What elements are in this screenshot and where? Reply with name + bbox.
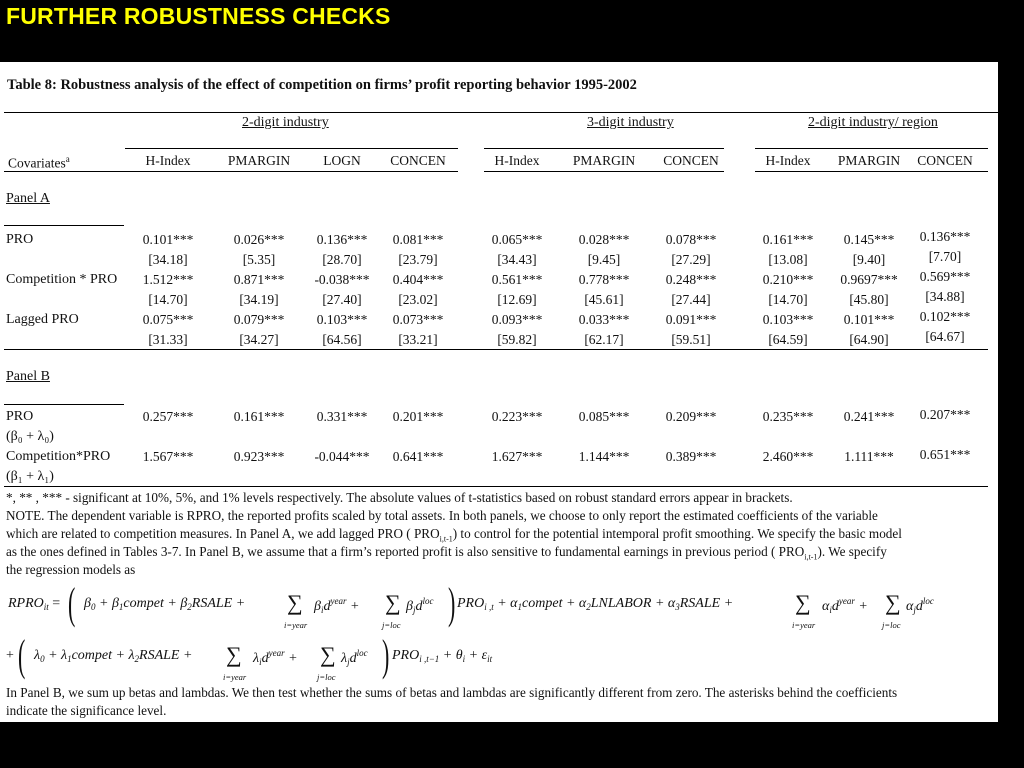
coefficient-cell: 0.561*** — [491, 272, 543, 287]
note-line-4: the regression models as — [6, 562, 136, 577]
coefficient-cell: 2.460*** — [762, 449, 814, 464]
tstat-cell: [12.69] — [497, 292, 537, 307]
tstat-cell: [34.18] — [148, 252, 188, 267]
regression-equation-line-1: $RPRO_{it}$ = ( $\beta_0$ + $\beta_1compet$ + $\beta_2RSALE$ + ∑ i=year $\beta_id^{year}$ + ∑ j=loc $\beta_jd^{loc}$ ) $PRO_{i ,t}$ + $\alpha_1compet$ + $\alpha_2LNLABOR$ + $\alpha_3RSALE$ + ∑ i=year $\alpha_id^{year}$ + ∑ j=loc $\alpha_jd^{loc}$ — [8, 579, 934, 630]
tstat-cell: [9.45] — [587, 252, 621, 267]
tstat-cell: [9.40] — [852, 252, 886, 267]
row-sublabel: (β₀ + λ₀) — [6, 429, 54, 444]
tstat-cell: [34.88] — [925, 289, 965, 304]
coefficient-cell: 0.651*** — [919, 447, 971, 462]
top-rule — [4, 112, 998, 113]
header-rule-3digit — [484, 171, 724, 172]
coefficient-cell: 0.161*** — [233, 409, 285, 424]
note-line-3: as the ones defined in Tables 3-7. In Panel B, we assume that a firm’s reported profit is also sensitive to fundamental earnings in previous period ( $PRO_{i,t-1}$). We specify — [6, 544, 887, 562]
row-label: Competition*PRO — [6, 449, 111, 464]
note-line-2: which are related to competition measures. In Panel A, we add lagged PRO ( $PRO_{i,t-1}$) to control for the potential intemporal profit smoothing. We specify the basic model — [6, 526, 902, 544]
panel-a-label: Panel A — [6, 191, 50, 206]
coefficient-cell: 0.073*** — [392, 312, 444, 327]
tstat-cell: [33.21] — [398, 332, 438, 347]
group-rule-2digit — [125, 148, 458, 149]
tstat-cell: [14.70] — [768, 292, 808, 307]
coefficient-cell: 0.871*** — [233, 272, 285, 287]
coefficient-cell: 0.093*** — [491, 312, 543, 327]
tstat-cell: [64.90] — [849, 332, 889, 347]
coefficient-cell: 0.091*** — [665, 312, 717, 327]
tstat-cell: [5.35] — [242, 252, 276, 267]
coefficient-cell: 1.627*** — [491, 449, 543, 464]
coefficient-cell: 0.207*** — [919, 407, 971, 422]
coefficient-cell: 0.235*** — [762, 409, 814, 424]
header-rule-region — [755, 171, 988, 172]
coefficient-cell: 1.111*** — [844, 449, 894, 464]
coefficient-cell: 0.101*** — [142, 232, 194, 247]
column-header: CONCEN — [917, 153, 973, 168]
coefficient-cell: 0.136*** — [919, 229, 971, 244]
coefficient-cell: 1.567*** — [142, 449, 194, 464]
row-label: PRO — [6, 232, 34, 247]
tstat-cell: [27.29] — [671, 252, 711, 267]
tstat-cell: [23.02] — [398, 292, 438, 307]
tstat-cell: [34.27] — [239, 332, 279, 347]
tstat-cell: [7.70] — [928, 249, 962, 264]
coefficient-cell: 0.103*** — [762, 312, 814, 327]
tstat-cell: [13.08] — [768, 252, 808, 267]
tstat-cell: [45.61] — [584, 292, 624, 307]
tstat-cell: [64.59] — [768, 332, 808, 347]
coefficient-cell: 0.079*** — [233, 312, 285, 327]
coefficient-cell: 0.033*** — [578, 312, 630, 327]
coefficient-cell: 0.081*** — [392, 232, 444, 247]
coefficient-cell: 0.9697*** — [840, 272, 898, 287]
header-rule-2digit — [4, 171, 458, 172]
table-caption: Table 8: Robustness analysis of the effect of competition on firms’ profit reporting behavior 1995-2002 — [7, 77, 637, 93]
tstat-cell: [27.44] — [671, 292, 711, 307]
tstat-cell: [64.67] — [925, 329, 965, 344]
panel-b-rule — [4, 404, 124, 405]
tstat-cell: [34.19] — [239, 292, 279, 307]
coefficient-cell: 1.144*** — [578, 449, 630, 464]
tstat-cell: [28.70] — [322, 252, 362, 267]
group-header-3digit: 3-digit industry — [587, 115, 674, 130]
coefficient-cell: 0.136*** — [316, 232, 368, 247]
coefficient-cell: 0.075*** — [142, 312, 194, 327]
coefficient-cell: 0.248*** — [665, 272, 717, 287]
coefficient-cell: 0.209*** — [665, 409, 717, 424]
column-header: PMARGIN — [227, 153, 291, 168]
group-header-2digit: 2-digit industry — [242, 115, 329, 130]
column-header: H-Index — [765, 153, 811, 168]
coefficient-cell: 0.257*** — [142, 409, 194, 424]
tstat-cell: [45.80] — [849, 292, 889, 307]
column-header: PMARGIN — [837, 153, 901, 168]
coefficient-cell: 0.028*** — [578, 232, 630, 247]
coefficient-cell: 0.201*** — [392, 409, 444, 424]
tstat-cell: [59.82] — [497, 332, 537, 347]
coefficient-cell: 0.569*** — [919, 269, 971, 284]
tstat-cell: [31.33] — [148, 332, 188, 347]
closing-line-2: indicate the significance level. — [6, 703, 167, 718]
tstat-cell: [23.79] — [398, 252, 438, 267]
coefficient-cell: 0.026*** — [233, 232, 285, 247]
tstat-cell: [59.51] — [671, 332, 711, 347]
column-header: H-Index — [145, 153, 191, 168]
column-header: H-Index — [494, 153, 540, 168]
coefficient-cell: 0.161*** — [762, 232, 814, 247]
coefficient-cell: 0.223*** — [491, 409, 543, 424]
column-header: LOGN — [323, 153, 361, 168]
coefficient-cell: 0.102*** — [919, 309, 971, 324]
covariates-header: Covariates$^a$ — [8, 154, 70, 171]
tstat-cell: [14.70] — [148, 292, 188, 307]
row-label: Competition * PRO — [6, 272, 118, 287]
coefficient-cell: 0.778*** — [578, 272, 630, 287]
slide-title: FURTHER ROBUSTNESS CHECKS — [6, 3, 391, 29]
panel-b-label: Panel B — [6, 369, 50, 384]
group-rule-3digit — [484, 148, 724, 149]
note-line-1: NOTE. The dependent variable is RPRO, the reported profits scaled by total assets. In both panels, we choose to only report the estimated coefficients of the variable — [6, 508, 878, 523]
coefficient-cell: 0.641*** — [392, 449, 444, 464]
coefficient-cell: 0.103*** — [316, 312, 368, 327]
closing-line-1: In Panel B, we sum up betas and lambdas. We then test whether the sums of betas and lambdas are significantly different from zero. The asterisks behind the coefficients — [6, 685, 898, 700]
coefficient-cell: 0.241*** — [843, 409, 895, 424]
row-label: PRO — [6, 409, 34, 424]
significance-note: *, ** , *** - significant at 10%, 5%, and 1% levels respectively. The absolute values of t-statistics based on robust standard errors appear in brackets. — [6, 490, 793, 505]
coefficient-cell: 0.078*** — [665, 232, 717, 247]
coefficient-cell: 0.065*** — [491, 232, 543, 247]
tstat-cell: [34.43] — [497, 252, 537, 267]
column-header: CONCEN — [390, 153, 446, 168]
coefficient-cell: 0.145*** — [843, 232, 895, 247]
panel-a-rule — [4, 225, 124, 226]
coefficient-cell: -0.038*** — [314, 272, 370, 287]
column-header: CONCEN — [663, 153, 719, 168]
table-bottom-rule — [4, 486, 988, 487]
coefficient-cell: 0.085*** — [578, 409, 630, 424]
row-label: Lagged PRO — [6, 312, 79, 327]
coefficient-cell: 0.210*** — [762, 272, 814, 287]
coefficient-cell: -0.044*** — [314, 449, 370, 464]
regression-equation-line-2: + ( $\lambda_0$ + $\lambda_1compet$ + $\lambda_2RSALE$ + ∑ i=year $\lambda_id^{year}$ + ∑ j=loc $\lambda_jd^{loc}$ ) $PRO_{i ,t-1} + \theta_i + \varepsilon_{it}$ — [6, 631, 493, 682]
document-page — [0, 62, 998, 722]
coefficient-cell: 0.101*** — [843, 312, 895, 327]
tstat-cell: [62.17] — [584, 332, 624, 347]
coefficient-cell: 0.331*** — [316, 409, 368, 424]
group-header-region: 2-digit industry/ region — [808, 115, 938, 130]
coefficient-cell: 1.512*** — [142, 272, 194, 287]
tstat-cell: [27.40] — [322, 292, 362, 307]
column-header: PMARGIN — [572, 153, 636, 168]
tstat-cell: [64.56] — [322, 332, 362, 347]
coefficient-cell: 0.404*** — [392, 272, 444, 287]
coefficient-cell: 0.389*** — [665, 449, 717, 464]
group-rule-region — [755, 148, 988, 149]
panel-a-bottom-rule — [4, 349, 988, 350]
row-sublabel: (β₁ + λ₁) — [6, 469, 54, 484]
coefficient-cell: 0.923*** — [233, 449, 285, 464]
